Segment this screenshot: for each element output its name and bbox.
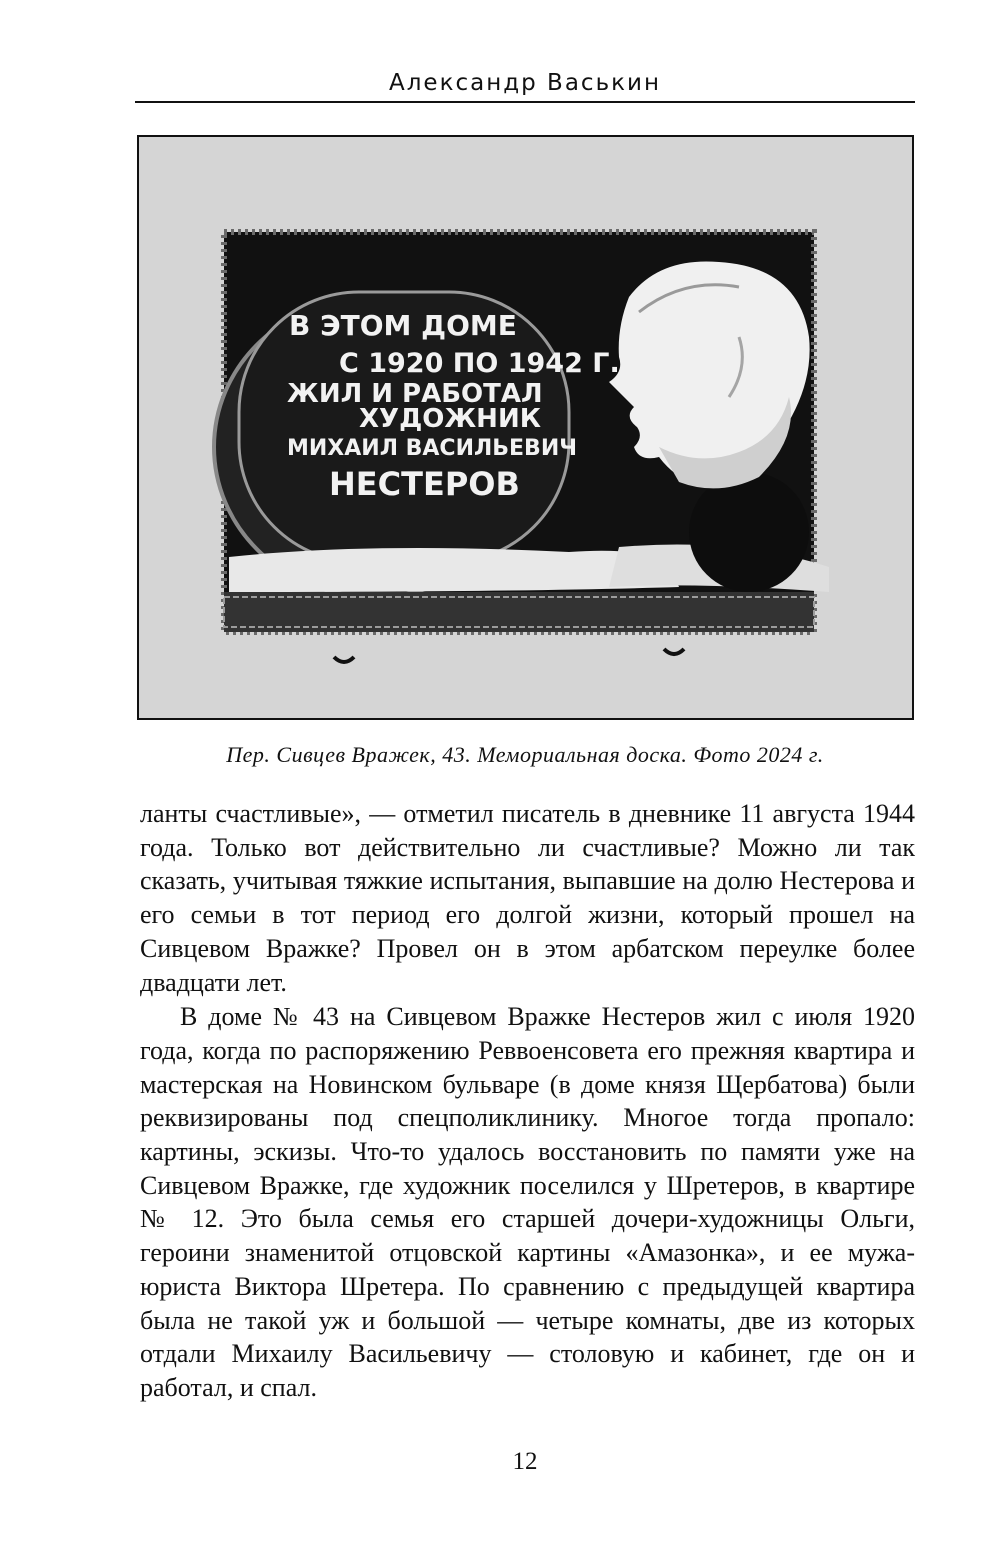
plaque-illustration — [139, 137, 912, 718]
figure-caption: Пер. Сивцев Вражек, 43. Мемориальная доска. Фото 2024 г. — [226, 742, 824, 767]
plaque-line-1: В ЭТОМ ДОМЕ — [289, 309, 517, 342]
memorial-plaque-photo — [137, 135, 914, 720]
paragraph-1: ланты счастливые», — отметил писатель в дневнике 11 августа 1944 года. Только вот действительно ли счастливые? Можно ли так сказать, учитывая тяжкие испытания, выпавшие на долю Нестерова и его семьи в тот период его долгой жизни, который прошел на Сивцевом Вражке? Провел он в этом арбатском переулке более двадцати лет. — [140, 799, 915, 997]
running-head-author: Александр Васькин — [388, 70, 662, 96]
plaque-line-3: ЖИЛ И РАБОТАЛ — [287, 379, 543, 409]
plaque-line-4: ХУДОЖНИК — [359, 404, 541, 434]
paragraph-2: В доме № 43 на Сивцевом Вражке Нестеров жил с июля 1920 года, когда по распоряжению Реввоенсовета его прежняя квартира и мастерская на Новинском бульваре (в доме князя Щербатова) были реквизированы под спецполиклинику. Многое тогда пропало: картины, эскизы. Что-то удалось восстановить по памяти уже на Сивцевом Вражке, где художник поселился у Шретеров, в квартире № 12. Это была семья его старшей дочери-художницы Ольги, героини знаменитой отцовской картины «Амазонка», и ее мужа-юриста Виктора Шретера. По сравнению с предыдущей квартира была не такой уж и большой — четыре комнаты, две из которых отдали Михаилу Васильевичу — столовую и кабинет, где он и работал, и спал. — [140, 1002, 915, 1402]
page-number: 12 — [512, 1448, 538, 1475]
plaque-line-6: НЕСТЕРОВ — [329, 465, 520, 503]
plaque-line-2: С 1920 ПО 1942 Г. — [339, 348, 620, 379]
header-rule — [135, 101, 915, 103]
body-text — [140, 797, 915, 1405]
plaque-line-5: МИХАИЛ ВАСИЛЬЕВИЧ — [287, 436, 578, 461]
